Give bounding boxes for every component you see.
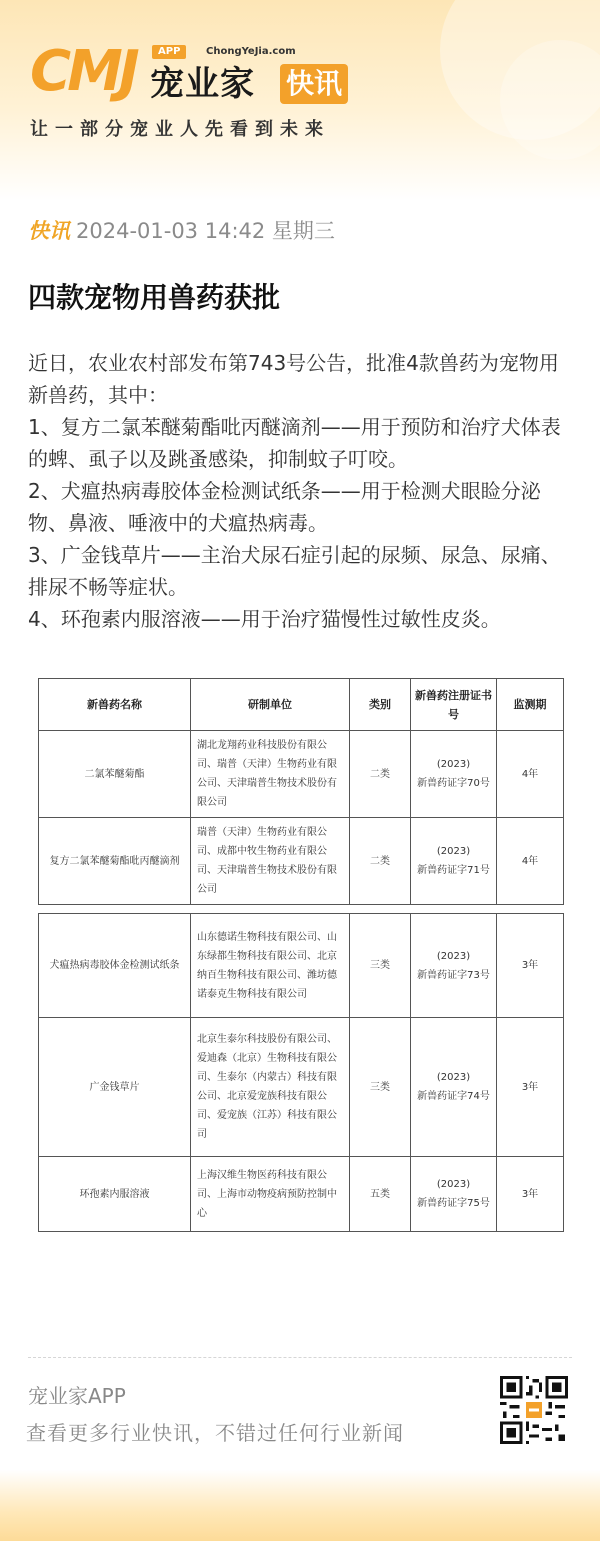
cert-number: 新兽药证字73号	[417, 969, 490, 981]
article-title: 四款宠物用兽药获批	[28, 281, 281, 314]
qr-code-icon[interactable]	[500, 1376, 568, 1444]
footer-gradient-bar	[0, 1470, 600, 1541]
article-paragraph: 近日，农业农村部发布第743号公告，批准4款兽药为宠物用新兽药，其中：	[28, 351, 559, 407]
approval-table	[38, 678, 564, 905]
drug-name-cell: 复方二氯苯醚菊酯吡丙醚滴剂	[39, 818, 191, 905]
monitoring-period-cell: 4年	[497, 731, 564, 818]
developer-cell: 湖北龙翔药业科技股份有限公司、瑞普（天津）生物药业有限公司、天津瑞普生物技术股份有限公司	[191, 731, 350, 818]
brand-badge: 快讯	[280, 64, 348, 104]
developer-cell: 山东德诺生物科技有限公司、山东绿都生物科技有限公司、北京纳百生物科技有限公司、潍坊德诺泰克生物科技有限公司	[191, 914, 350, 1018]
table-row	[39, 914, 564, 1018]
cert-number: 新兽药证字75号	[417, 1198, 490, 1209]
footer-divider	[28, 1357, 572, 1358]
cert-number: 新兽药证字71号	[417, 865, 490, 876]
certificate-cell	[411, 1018, 497, 1157]
certificate-cell	[411, 731, 497, 818]
table-row	[39, 818, 564, 905]
monitoring-period-cell: 4年	[497, 818, 564, 905]
cert-year: (2023)	[436, 1072, 471, 1083]
category-cell: 二类	[350, 731, 411, 818]
article-body	[28, 347, 576, 635]
developer-cell: 瑞普（天津）生物药业有限公司、成都中牧生物药业有限公司、天津瑞普生物技术股份有限公司	[191, 818, 350, 905]
brand-slogan: 让一部分宠业人先看到未来	[30, 119, 330, 140]
developer-cell: 上海汉维生物医药科技有限公司、上海市动物疫病预防控制中心	[191, 1157, 350, 1232]
cert-year: (2023)	[436, 1179, 471, 1190]
drug-name-cell: 广金钱草片	[39, 1018, 191, 1157]
table-header-row	[39, 679, 564, 731]
brand-name: 宠业家	[150, 64, 255, 104]
news-tag: 快讯	[28, 219, 70, 243]
article-meta	[28, 215, 335, 247]
table-row	[39, 1157, 564, 1232]
category-cell: 二类	[350, 818, 411, 905]
table-header-cell: 新兽药名称	[39, 679, 191, 731]
table-header-cell: 研制单位	[191, 679, 350, 731]
drug-name-cell: 犬瘟热病毒胶体金检测试纸条	[39, 914, 191, 1018]
cert-year: (2023)	[436, 759, 471, 770]
article-paragraph: 4、环孢素内服溶液——用于治疗猫慢性过敏性皮炎。	[28, 607, 501, 631]
brand-logo: CMJ	[30, 39, 136, 104]
footer-app-name: 宠业家APP	[28, 1384, 126, 1408]
developer-cell: 北京生泰尔科技股份有限公司、爱迪森（北京）生物科技有限公司、生泰尔（内蒙古）科技有限公司、北京爱宠族科技有限公司、爱宠族（江苏）科技有限公司	[191, 1018, 350, 1157]
footer-description: 查看更多行业快讯，不错过任何行业新闻	[26, 1421, 404, 1445]
article-paragraph: 1、复方二氯苯醚菊酯吡丙醚滴剂——用于预防和治疗犬体表的蜱、虱子以及跳蚤感染，抑制蚊子叮咬。	[28, 415, 561, 471]
approval-table-image-continued	[38, 913, 563, 1232]
category-cell: 五类	[350, 1157, 411, 1232]
monitoring-period-cell: 3年	[497, 1157, 564, 1232]
cert-year: (2023)	[436, 846, 471, 857]
approval-table-continued	[38, 913, 564, 1232]
table-row	[39, 731, 564, 818]
table-header-cell: 新兽药注册证书号	[411, 679, 497, 731]
cert-number: 新兽药证字70号	[417, 778, 490, 789]
drug-name-cell: 二氯苯醚菊酯	[39, 731, 191, 818]
article-datetime: 2024-01-03 14:42 星期三	[76, 219, 335, 243]
approval-table-image	[38, 678, 563, 905]
monitoring-period-cell: 3年	[497, 914, 564, 1018]
article-paragraph: 2、犬瘟热病毒胶体金检测试纸条——用于检测犬眼睑分泌物、鼻液、唾液中的犬瘟热病毒。	[28, 479, 541, 535]
certificate-cell	[411, 818, 497, 905]
brand-domain: ChongYeJia.com	[206, 46, 296, 57]
category-cell: 三类	[350, 1018, 411, 1157]
app-tag: APP	[152, 45, 186, 59]
cert-year: (2023)	[436, 950, 471, 962]
table-header-cell: 类别	[350, 679, 411, 731]
table-row	[39, 1018, 564, 1157]
drug-name-cell: 环孢素内服溶液	[39, 1157, 191, 1232]
header-banner	[0, 0, 600, 200]
cert-number: 新兽药证字74号	[417, 1091, 490, 1102]
monitoring-period-cell: 3年	[497, 1018, 564, 1157]
article-paragraph: 3、广金钱草片——主治犬尿石症引起的尿频、尿急、尿痛、排尿不畅等症状。	[28, 543, 561, 599]
table-header-cell: 监测期	[497, 679, 564, 731]
certificate-cell	[411, 1157, 497, 1232]
category-cell: 三类	[350, 914, 411, 1018]
certificate-cell	[411, 914, 497, 1018]
